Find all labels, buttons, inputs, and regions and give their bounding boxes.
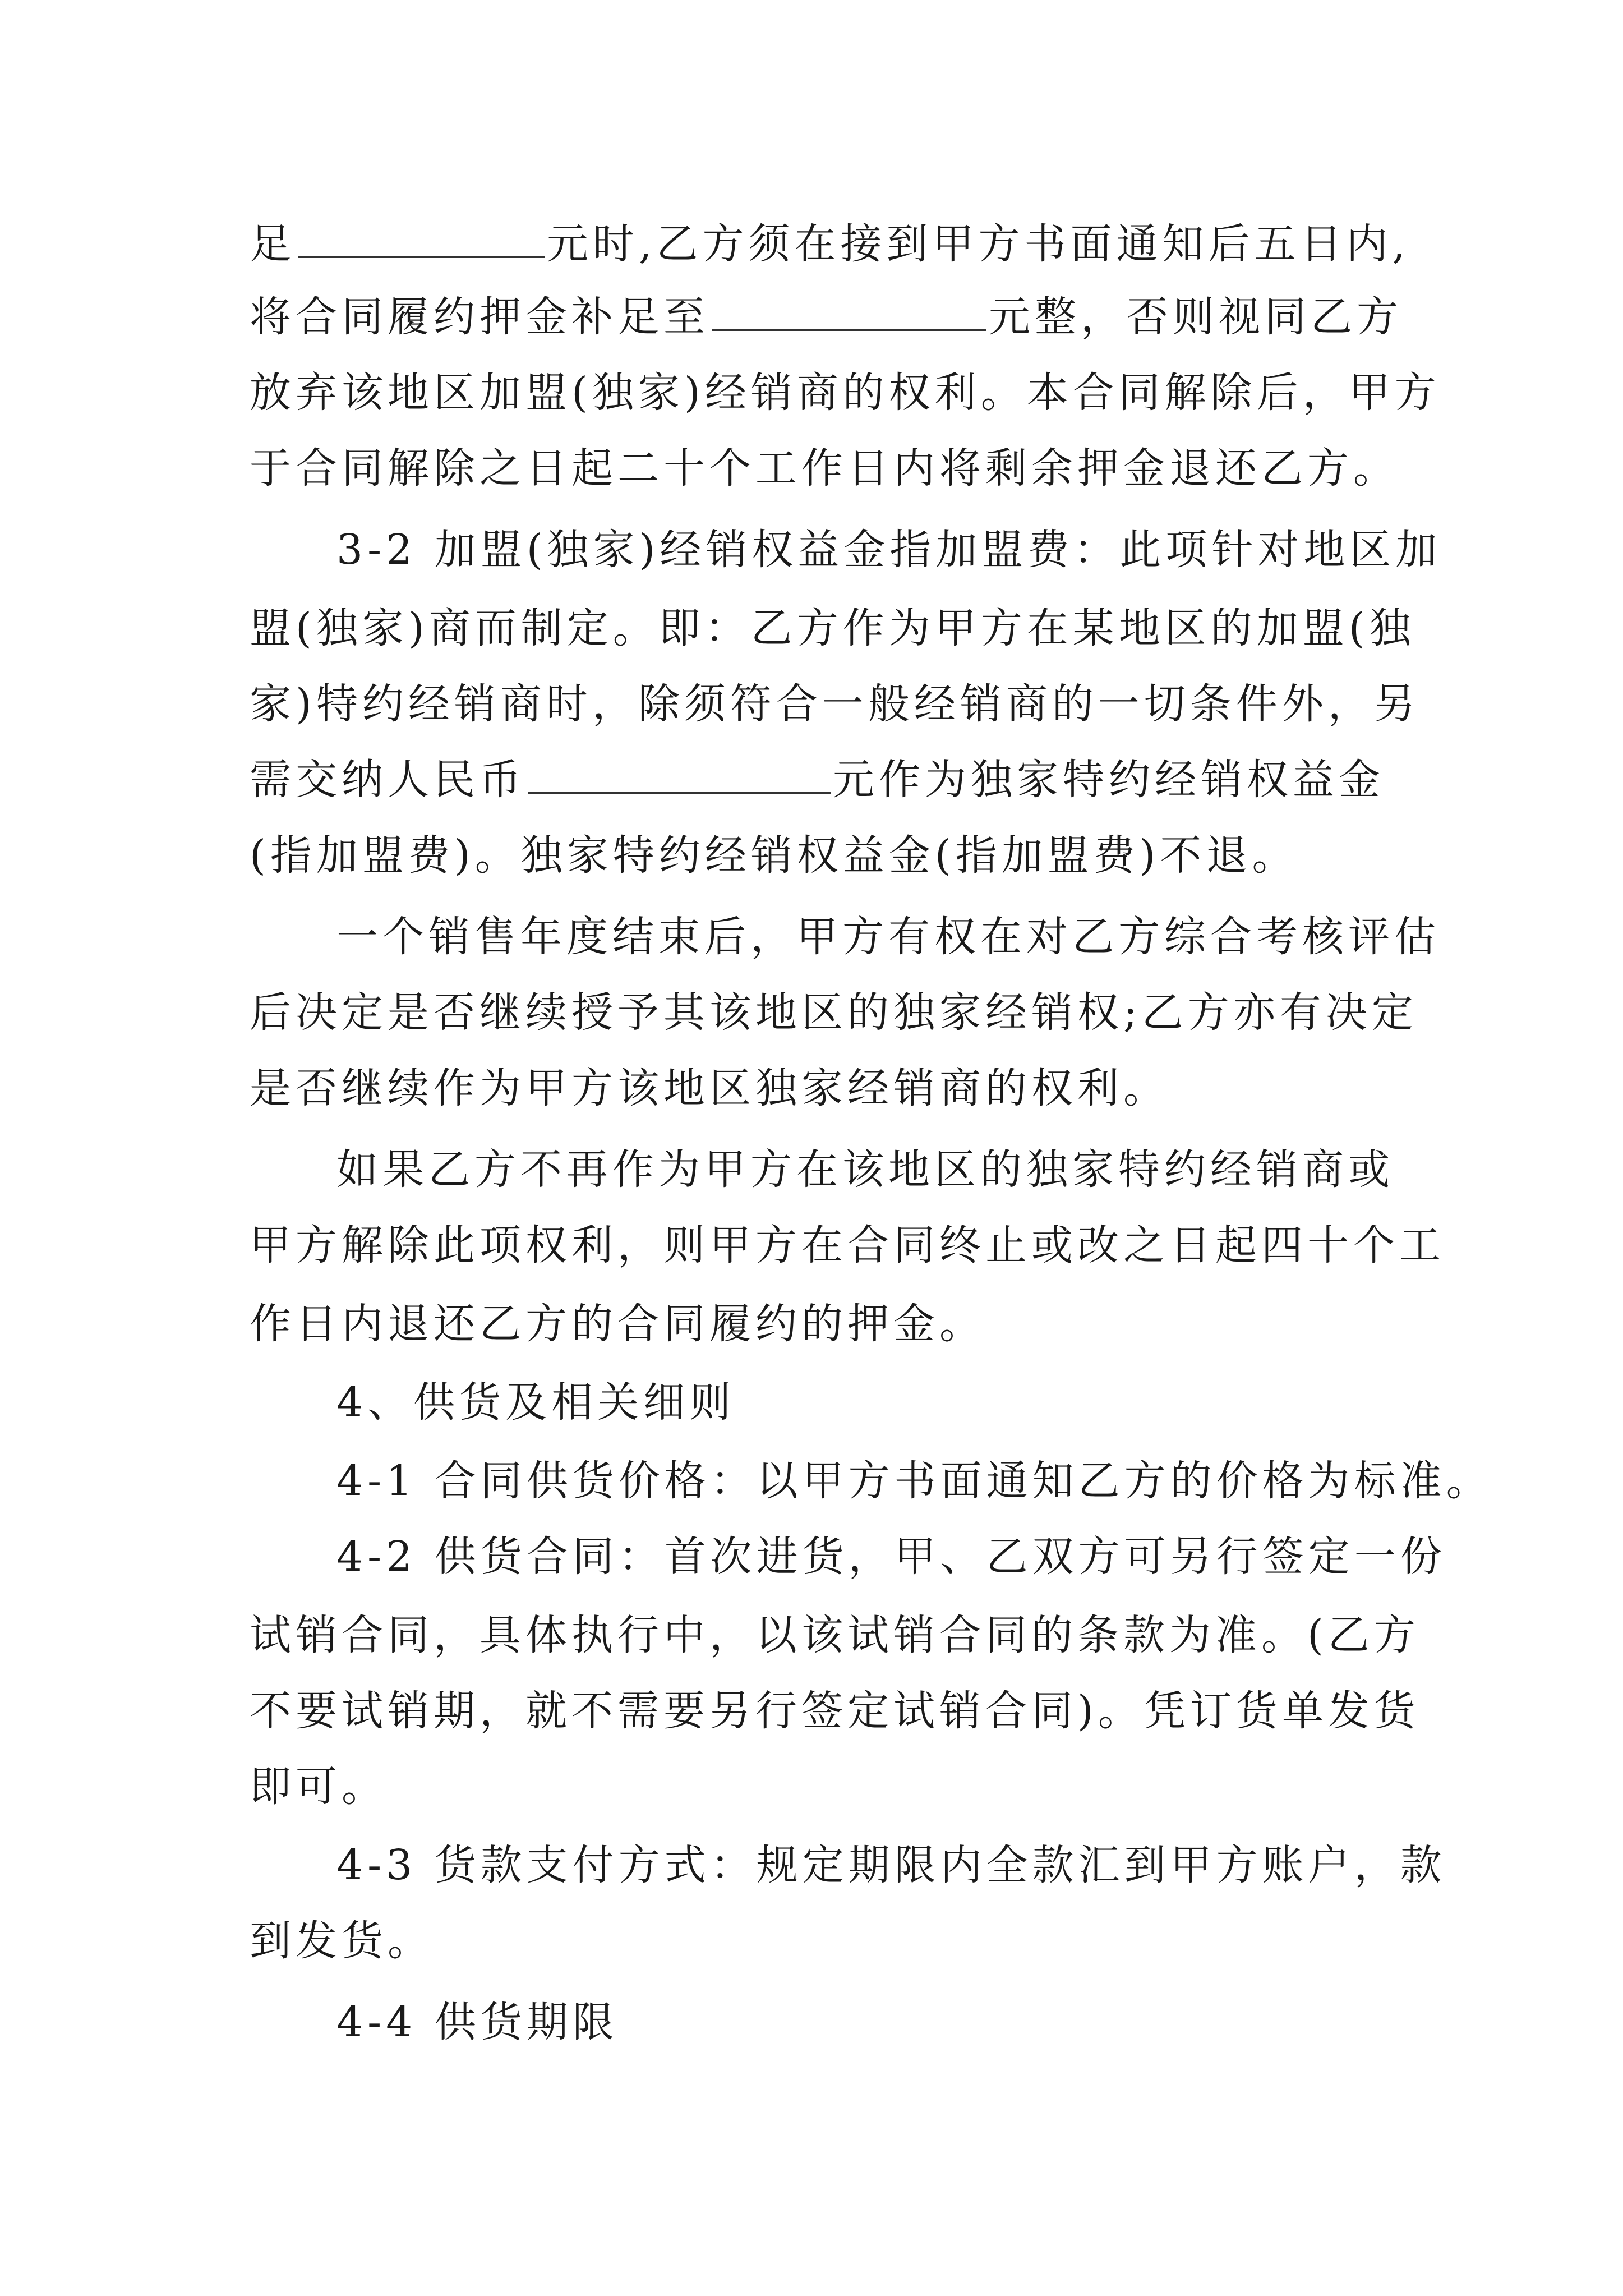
- text-segment: 元时,乙方须在接到甲方书面通知后五日内,: [547, 220, 1410, 268]
- text-line: 如果乙方不再作为甲方在该地区的独家特约经销商或: [336, 1145, 1394, 1194]
- text-line: 甲方解除此项权利，则甲方在合同终止或改之日起四十个工: [250, 1221, 1445, 1269]
- fill-in-blank: [712, 286, 986, 331]
- text-line: [250, 210, 1410, 278]
- text-line: 试销合同，具体执行中，以该试销合同的条款为准。(乙方: [250, 1611, 1420, 1659]
- text-segment: 将合同履约押金补足至: [250, 293, 709, 341]
- text-line: 即可。: [250, 1763, 388, 1811]
- text-line: 4-4 供货期限: [336, 1998, 619, 2046]
- text-line: 家)特约经销商时，除须符合一般经销商的一切条件外，另: [250, 680, 1420, 728]
- text-line: 4-2 供货合同：首次进货，甲、乙双方可另行签定一份: [336, 1533, 1446, 1581]
- text-line: [250, 746, 1385, 813]
- text-line: 后决定是否继续授予其该地区的独家经销权;乙方亦有决定: [250, 988, 1418, 1037]
- text-line: 到发货。: [250, 1917, 434, 1965]
- fill-in-blank: [528, 748, 831, 794]
- text-segment: 元整，否则视同乙方: [989, 293, 1403, 341]
- text-line: 一个销售年度结束后，甲方有权在对乙方综合考核评估: [336, 913, 1440, 961]
- text-line: 是否继续作为甲方该地区独家经销商的权利。: [250, 1064, 1169, 1112]
- text-segment: 元作为独家特约经销权益金: [833, 756, 1385, 804]
- text-line: 4-1 合同供货价格：以甲方书面通知乙方的价格为标准。: [336, 1457, 1492, 1505]
- text-line: 放弃该地区加盟(独家)经销商的权利。本合同解除后，甲方: [250, 369, 1441, 417]
- text-segment: 需交纳人民币: [250, 756, 525, 804]
- section-heading: 4、供货及相关细则: [336, 1378, 736, 1427]
- text-segment: 足: [250, 220, 296, 268]
- text-line: 作日内退还乙方的合同履约的押金。: [250, 1300, 985, 1348]
- text-line: 不要试销期，就不需要另行签定试销合同)。凭订货单发货: [250, 1687, 1420, 1735]
- text-line: [250, 283, 1403, 351]
- text-line: (指加盟费)。独家特约经销权益金(指加盟费)不退。: [250, 831, 1298, 880]
- text-line: 于合同解除之日起二十个工作日内将剩余押金退还乙方。: [250, 444, 1399, 493]
- text-line: 盟(独家)商而制定。即：乙方作为甲方在某地区的加盟(独: [250, 604, 1415, 652]
- text-line: 3-2 加盟(独家)经销权益金指加盟费：此项针对地区加: [336, 526, 1442, 574]
- text-line: 4-3 货款支付方式：规定期限内全款汇到甲方账户，款: [336, 1841, 1446, 1889]
- fill-in-blank: [298, 213, 545, 258]
